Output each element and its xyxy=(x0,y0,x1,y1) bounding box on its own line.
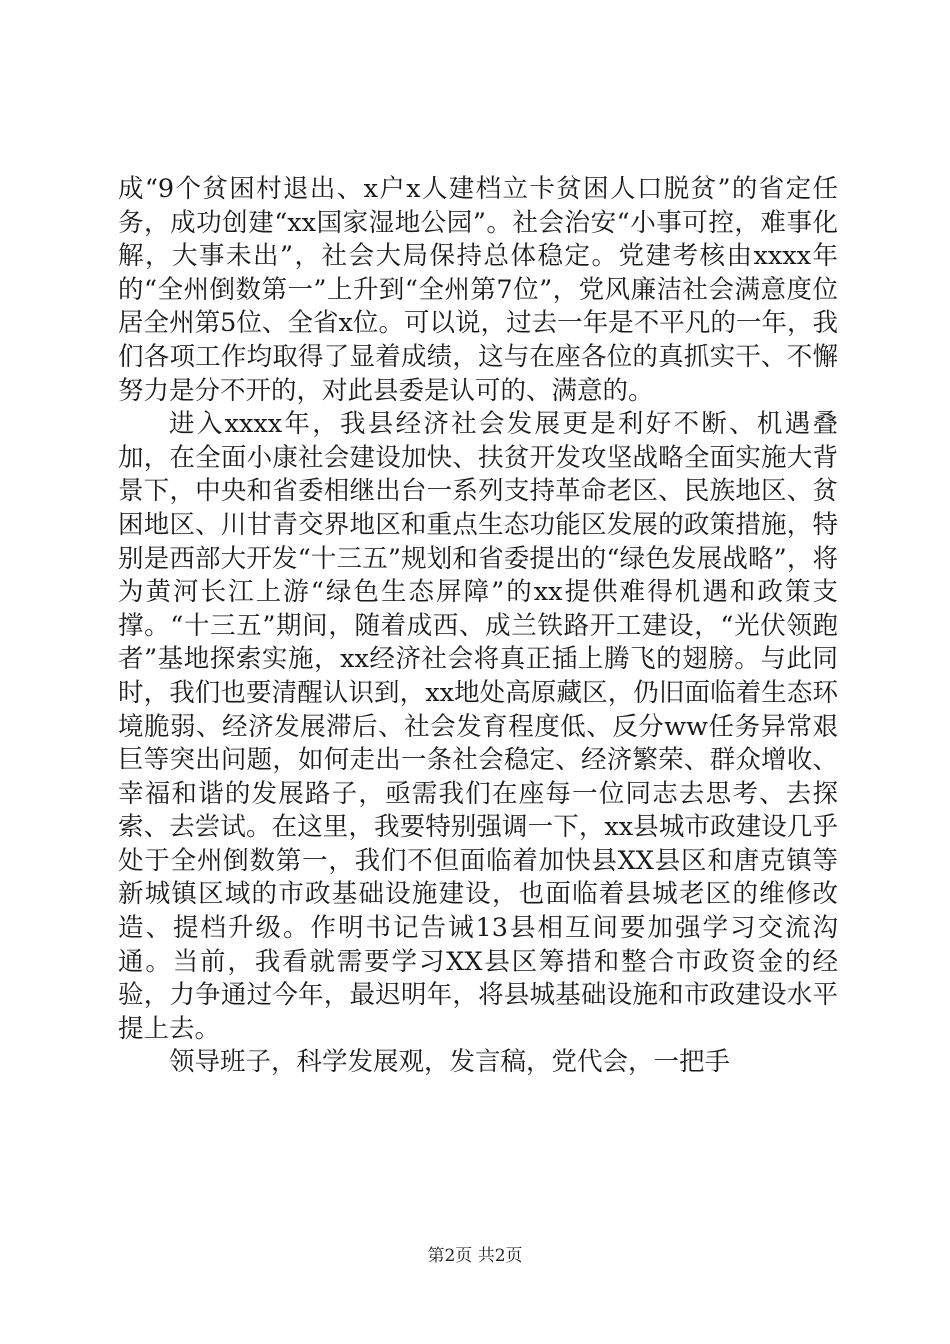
document-body xyxy=(118,173,838,1080)
paragraph-keywords: 领导班子，科学发展观，发言稿，党代会，一把手 xyxy=(169,1047,731,1078)
paragraph-continuation: 成“9个贫困村退出、x户x人建档立卡贫困人口脱贫”的省定任务，成功创建“xx国家湿地公园”。社会治安“小事可控，难事化解，大事未出”，社会大局保持总体稳定。党建考核由xxxx年的“全州倒数第一”上升到“全州第7位”，党风廉洁社会满意度位居全州第5位、全省x位。可以说，过去一年是不平凡的一年，我们各项工作均取得了显着成绩，这与在座各位的真抓实干、不懈努力是分不开的，对此县委是认可的、满意的。 xyxy=(118,174,838,406)
paragraph-development: 进入xxxx年，我县经济社会发展更是利好不断、机遇叠加，在全面小康社会建设加快、扶贫开发攻坚战略全面实施大背景下，中央和省委相继出台一系列支持革命老区、民族地区、贫困地区、川甘青交界地区和重点生态功能区发展的政策措施，特别是西部大开发“十三五”规划和省委提出的“绿色发展战略”，将为黄河长江上游“绿色生态屏障”的xx提供难得机遇和政策支撑。“十三五”期间，随着成西、成兰铁路开工建设，“光伏领跑者”基地探索实施，xx经济社会将真正插上腾飞的翅膀。与此同时，我们也要清醒认识到，xx地处高原藏区，仍旧面临着生态环境脆弱、经济发展滞后、社会发育程度低、反分ww任务异常艰巨等突出问题，如何走出一条社会稳定、经济繁荣、群众增收、幸福和谐的发展路子，亟需我们在座每一位同志去思考、去探索、去尝试。在这里，我要特别强调一下，xx县城市政建设几乎处于全州倒数第一，我们不但面临着加快县XX县区和唐克镇等新城镇区域的市政基础设施建设，也面临着县城老区的维修改造、提档升级。作明书记告诫13县相互间要加强学习交流沟通。当前，我看就需要学习XX县区筹措和整合市政资金的经验，力争通过今年，最迟明年，将县城基础设施和市政建设水平提上去。 xyxy=(118,409,838,1044)
page-footer: 第2页 共2页 xyxy=(427,1246,523,1266)
